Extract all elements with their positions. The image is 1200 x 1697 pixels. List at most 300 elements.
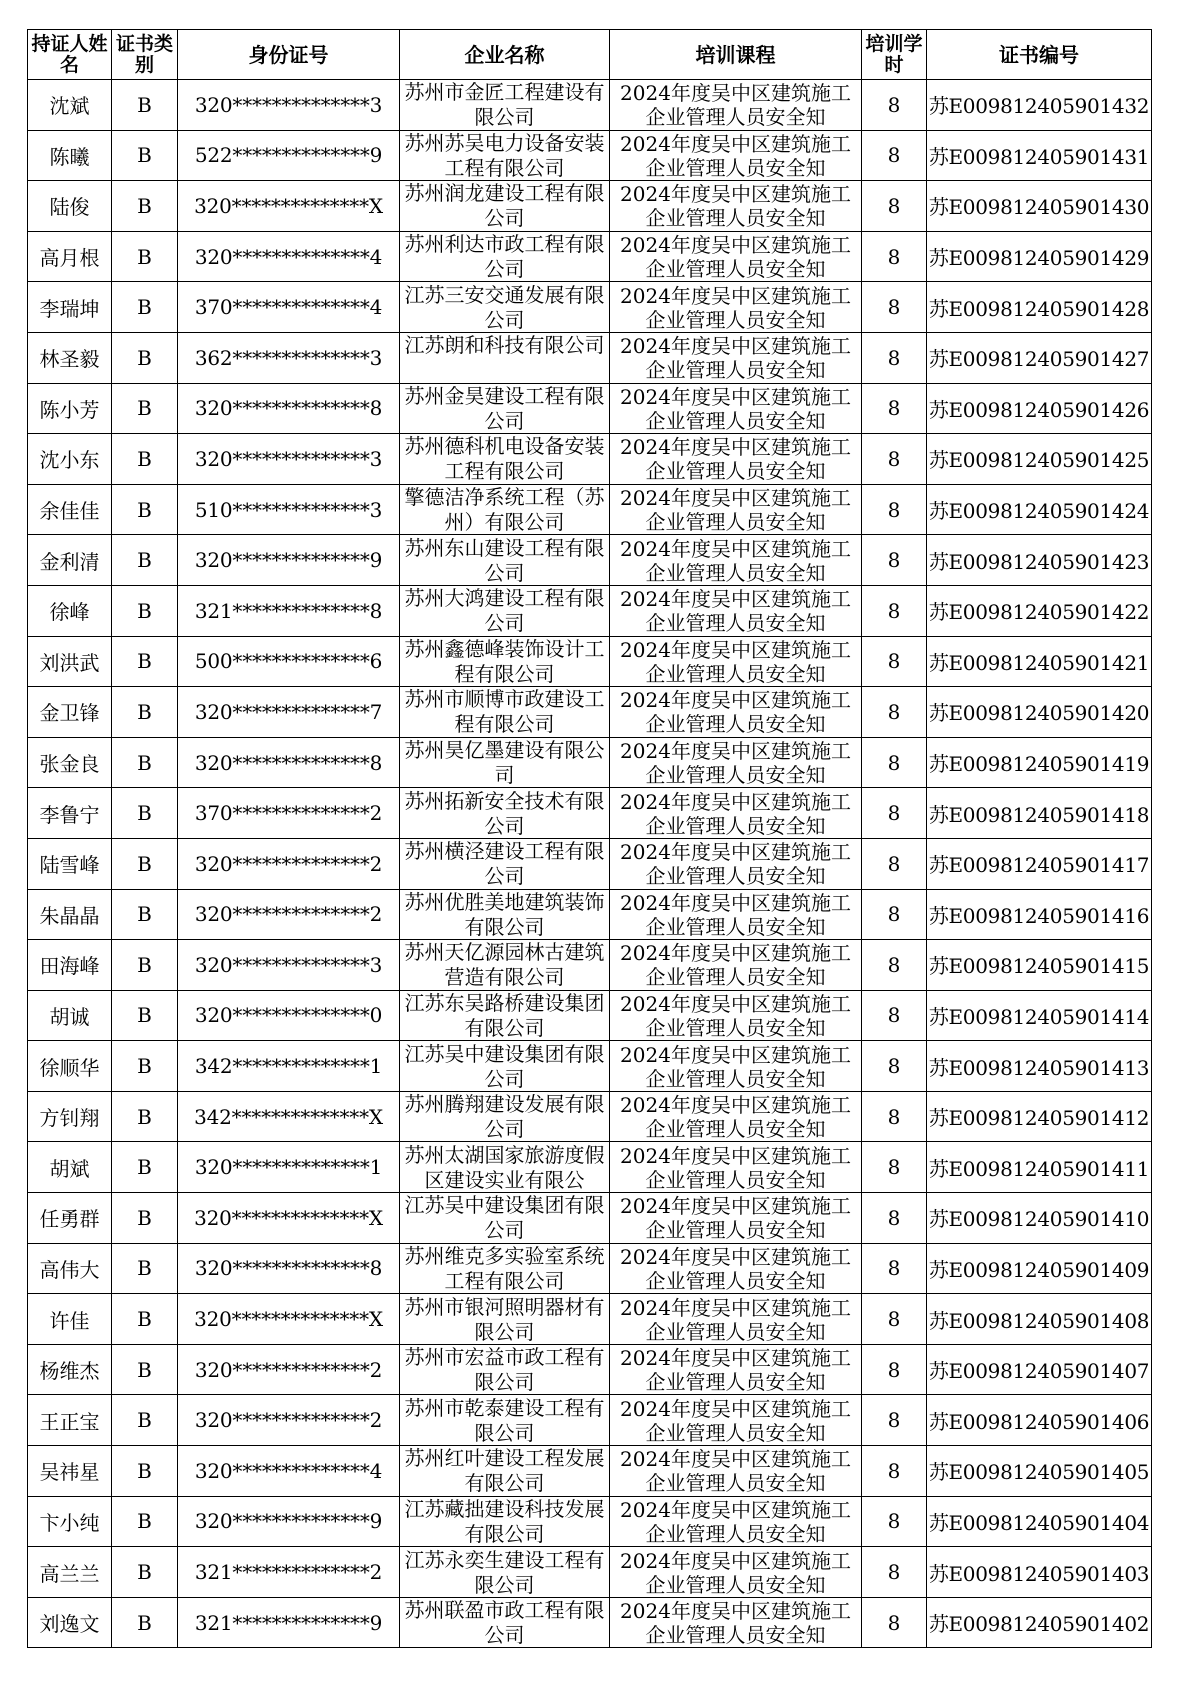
cert-number xyxy=(927,1041,1152,1092)
company-text: 江苏吴中建设集团有限公司 xyxy=(404,1041,605,1091)
cert-type xyxy=(112,1496,178,1547)
id-number-text: 320**************X xyxy=(194,1307,383,1332)
id-number xyxy=(178,1395,400,1446)
cert-type xyxy=(112,737,178,788)
table-row xyxy=(28,383,1152,434)
training-hours xyxy=(862,383,927,434)
hours-text: 8 xyxy=(887,143,901,168)
training-course xyxy=(610,1496,862,1547)
id-number-text: 320**************7 xyxy=(194,699,383,724)
table-row xyxy=(28,130,1152,181)
name-text: 金利清 xyxy=(39,549,100,574)
course-text: 2024年度吴中区建筑施工企业管理人员安全知 xyxy=(620,131,851,180)
id-number-text: 320**************9 xyxy=(194,548,383,573)
table-row xyxy=(28,282,1152,333)
hours-text: 8 xyxy=(887,902,901,927)
training-hours xyxy=(862,1142,927,1193)
cert-number-text: 苏E009812405901413 xyxy=(928,1055,1150,1080)
holder-name xyxy=(28,585,112,636)
cert-number-text: 苏E009812405901412 xyxy=(928,1106,1150,1131)
cert-number-text: 苏E009812405901430 xyxy=(928,195,1150,220)
cert-type-text: B xyxy=(137,497,152,522)
table-row xyxy=(28,1041,1152,1092)
cert-number xyxy=(927,1547,1152,1598)
cert-type-text: B xyxy=(137,396,152,421)
id-number-text: 522**************9 xyxy=(194,143,383,168)
cert-type-text: B xyxy=(137,92,152,117)
table-row xyxy=(28,1344,1152,1395)
training-course xyxy=(610,231,862,282)
name-text: 陆雪峰 xyxy=(39,853,100,878)
cert-number-text: 苏E009812405901432 xyxy=(928,94,1150,119)
certificate-table xyxy=(27,29,1152,1648)
cert-type xyxy=(112,585,178,636)
training-course xyxy=(610,535,862,586)
cert-number xyxy=(927,1496,1152,1547)
table-row xyxy=(28,1243,1152,1294)
id-number-text: 320**************3 xyxy=(194,446,383,471)
table-row xyxy=(28,687,1152,738)
cert-type xyxy=(112,1395,178,1446)
cert-type xyxy=(112,1547,178,1598)
company-name xyxy=(400,1395,610,1446)
cert-type-text: B xyxy=(137,446,152,471)
cert-number xyxy=(927,434,1152,485)
training-hours xyxy=(862,484,927,535)
cert-type xyxy=(112,838,178,889)
name-text: 杨维杰 xyxy=(39,1359,100,1384)
hours-text: 8 xyxy=(887,92,901,117)
company-text: 苏州拓新安全技术有限公司 xyxy=(404,788,605,838)
cert-type xyxy=(112,687,178,738)
name-text: 高月根 xyxy=(39,246,100,271)
training-hours xyxy=(862,889,927,940)
name-text: 沈小东 xyxy=(39,448,100,473)
company-name xyxy=(400,332,610,383)
hours-text: 8 xyxy=(887,1357,901,1382)
id-number xyxy=(178,1446,400,1497)
name-text: 徐峰 xyxy=(49,600,90,625)
header-course: 培训课程 xyxy=(610,30,862,80)
hours-text: 8 xyxy=(887,1458,901,1483)
id-number xyxy=(178,282,400,333)
id-number xyxy=(178,1091,400,1142)
training-hours xyxy=(862,1294,927,1345)
id-number-text: 320**************8 xyxy=(194,396,383,421)
cert-type-text: B xyxy=(137,902,152,927)
holder-name xyxy=(28,80,112,131)
cert-number-text: 苏E009812405901425 xyxy=(928,448,1150,473)
holder-name xyxy=(28,1142,112,1193)
name-text: 沈斌 xyxy=(49,94,90,119)
name-text: 金卫锋 xyxy=(39,701,100,726)
id-number-text: 370**************4 xyxy=(194,295,383,320)
table-row xyxy=(28,1294,1152,1345)
training-course xyxy=(610,1446,862,1497)
course-text: 2024年度吴中区建筑施工企业管理人员安全知 xyxy=(620,384,851,433)
table-row xyxy=(28,1496,1152,1547)
id-number xyxy=(178,788,400,839)
cert-number xyxy=(927,181,1152,232)
holder-name xyxy=(28,484,112,535)
cert-number-text: 苏E009812405901426 xyxy=(928,397,1150,422)
name-text: 李瑞坤 xyxy=(39,296,100,321)
cert-number-text: 苏E009812405901406 xyxy=(928,1409,1150,1434)
training-course xyxy=(610,636,862,687)
hours-text: 8 xyxy=(887,295,901,320)
id-number-text: 321**************9 xyxy=(194,1610,383,1635)
id-number xyxy=(178,838,400,889)
training-course xyxy=(610,1091,862,1142)
cert-type xyxy=(112,282,178,333)
course-text: 2024年度吴中区建筑施工企业管理人员安全知 xyxy=(620,1244,851,1293)
hours-text: 8 xyxy=(887,497,901,522)
training-course xyxy=(610,990,862,1041)
cert-number-text: 苏E009812405901409 xyxy=(928,1257,1150,1282)
holder-name xyxy=(28,1243,112,1294)
training-course xyxy=(610,1243,862,1294)
course-text: 2024年度吴中区建筑施工企业管理人员安全知 xyxy=(620,991,851,1040)
cert-type-text: B xyxy=(137,649,152,674)
hours-text: 8 xyxy=(887,598,901,623)
cert-number xyxy=(927,838,1152,889)
id-number-text: 321**************8 xyxy=(194,598,383,623)
company-name xyxy=(400,1193,610,1244)
training-hours xyxy=(862,940,927,991)
cert-number-text: 苏E009812405901421 xyxy=(928,650,1150,675)
cert-number xyxy=(927,990,1152,1041)
id-number-text: 320**************1 xyxy=(194,1155,383,1180)
company-name xyxy=(400,636,610,687)
id-number-text: 320**************0 xyxy=(194,1003,383,1028)
holder-name xyxy=(28,940,112,991)
table-row xyxy=(28,80,1152,131)
id-number xyxy=(178,231,400,282)
holder-name xyxy=(28,838,112,889)
name-text: 陈小芳 xyxy=(39,397,100,422)
cert-number-text: 苏E009812405901410 xyxy=(928,1207,1150,1232)
company-text: 苏州润龙建设工程有限公司 xyxy=(404,181,605,231)
holder-name xyxy=(28,1344,112,1395)
company-name xyxy=(400,484,610,535)
name-text: 徐顺华 xyxy=(39,1055,100,1080)
id-number-text: 320**************X xyxy=(194,193,383,218)
company-text: 苏州维克多实验室系统工程有限公司 xyxy=(404,1243,605,1293)
training-course xyxy=(610,687,862,738)
training-course xyxy=(610,1597,862,1648)
company-text: 江苏藏拙建设科技发展有限公司 xyxy=(404,1496,605,1546)
cert-number xyxy=(927,585,1152,636)
table-row xyxy=(28,788,1152,839)
id-number xyxy=(178,1597,400,1648)
id-number xyxy=(178,585,400,636)
hours-text: 8 xyxy=(887,244,901,269)
training-hours xyxy=(862,332,927,383)
cert-number xyxy=(927,282,1152,333)
id-number-text: 370**************2 xyxy=(194,801,383,826)
holder-name xyxy=(28,383,112,434)
company-name xyxy=(400,1142,610,1193)
id-number xyxy=(178,1496,400,1547)
cert-type xyxy=(112,181,178,232)
cert-type xyxy=(112,990,178,1041)
training-course xyxy=(610,1395,862,1446)
training-hours xyxy=(862,434,927,485)
name-text: 卞小纯 xyxy=(39,1510,100,1535)
table-row xyxy=(28,484,1152,535)
cert-number-text: 苏E009812405901419 xyxy=(928,752,1150,777)
name-text: 吴祎星 xyxy=(39,1460,100,1485)
cert-number-text: 苏E009812405901403 xyxy=(928,1561,1150,1586)
course-text: 2024年度吴中区建筑施工企业管理人员安全知 xyxy=(620,840,851,889)
cert-type-text: B xyxy=(137,1256,152,1281)
hours-text: 8 xyxy=(887,750,901,775)
hours-text: 8 xyxy=(887,851,901,876)
id-number xyxy=(178,940,400,991)
holder-name xyxy=(28,1496,112,1547)
cert-type-text: B xyxy=(137,699,152,724)
name-text: 林圣毅 xyxy=(39,347,100,372)
hours-text: 8 xyxy=(887,1610,901,1635)
company-text: 苏州天亿源园林古建筑营造有限公司 xyxy=(404,940,605,990)
course-text: 2024年度吴中区建筑施工企业管理人员安全知 xyxy=(620,739,851,788)
id-number xyxy=(178,130,400,181)
table-row xyxy=(28,181,1152,232)
company-text: 苏州红叶建设工程发展有限公司 xyxy=(404,1446,605,1496)
header-cert-type: 证书类别 xyxy=(112,30,178,80)
company-name xyxy=(400,1446,610,1497)
training-hours xyxy=(862,1395,927,1446)
company-text: 江苏吴中建设集团有限公司 xyxy=(404,1193,605,1243)
course-text: 2024年度吴中区建筑施工企业管理人员安全知 xyxy=(620,1396,851,1445)
hours-text: 8 xyxy=(887,1054,901,1079)
cert-number-text: 苏E009812405901414 xyxy=(928,1004,1150,1029)
id-number xyxy=(178,181,400,232)
company-text: 苏州德科机电设备安装工程有限公司 xyxy=(404,434,605,484)
company-name xyxy=(400,1547,610,1598)
hours-text: 8 xyxy=(887,193,901,218)
header-hours: 培训学时 xyxy=(862,30,927,80)
table-row xyxy=(28,838,1152,889)
table-row xyxy=(28,737,1152,788)
id-number xyxy=(178,636,400,687)
name-text: 陆俊 xyxy=(49,195,90,220)
cert-number xyxy=(927,231,1152,282)
cert-type-text: B xyxy=(137,952,152,977)
name-text: 方钊翔 xyxy=(39,1106,100,1131)
id-number-text: 320**************9 xyxy=(194,1509,383,1534)
header-cert-number: 证书编号 xyxy=(927,30,1152,80)
cert-type xyxy=(112,1142,178,1193)
cert-number xyxy=(927,1395,1152,1446)
id-number xyxy=(178,1294,400,1345)
course-text: 2024年度吴中区建筑施工企业管理人员安全知 xyxy=(620,1599,851,1648)
id-number-text: 320**************2 xyxy=(194,1357,383,1382)
holder-name xyxy=(28,889,112,940)
course-text: 2024年度吴中区建筑施工企业管理人员安全知 xyxy=(620,1093,851,1142)
id-number-text: 320**************3 xyxy=(194,92,383,117)
header-id-number: 身份证号 xyxy=(178,30,400,80)
cert-type-text: B xyxy=(137,851,152,876)
course-text: 2024年度吴中区建筑施工企业管理人员安全知 xyxy=(620,283,851,332)
company-text: 苏州金昊建设工程有限公司 xyxy=(404,383,605,433)
holder-name xyxy=(28,130,112,181)
course-text: 2024年度吴中区建筑施工企业管理人员安全知 xyxy=(620,688,851,737)
company-text: 苏州优胜美地建筑装饰有限公司 xyxy=(404,889,605,939)
cert-number-text: 苏E009812405901420 xyxy=(928,701,1150,726)
cert-type xyxy=(112,80,178,131)
holder-name xyxy=(28,1041,112,1092)
hours-text: 8 xyxy=(887,1560,901,1585)
table-row xyxy=(28,1597,1152,1648)
id-number-text: 320**************2 xyxy=(194,851,383,876)
cert-type-text: B xyxy=(137,1509,152,1534)
cert-type xyxy=(112,535,178,586)
course-text: 2024年度吴中区建筑施工企业管理人员安全知 xyxy=(620,789,851,838)
cert-number xyxy=(927,1091,1152,1142)
cert-number xyxy=(927,1446,1152,1497)
cert-type-text: B xyxy=(137,1104,152,1129)
table-row xyxy=(28,332,1152,383)
course-text: 2024年度吴中区建筑施工企业管理人员安全知 xyxy=(620,587,851,636)
company-name xyxy=(400,1041,610,1092)
cert-number-text: 苏E009812405901423 xyxy=(928,549,1150,574)
company-name xyxy=(400,80,610,131)
holder-name xyxy=(28,231,112,282)
cert-number-text: 苏E009812405901405 xyxy=(928,1460,1150,1485)
company-name xyxy=(400,231,610,282)
hours-text: 8 xyxy=(887,1408,901,1433)
name-text: 刘逸文 xyxy=(39,1612,100,1637)
id-number xyxy=(178,535,400,586)
cert-number xyxy=(927,130,1152,181)
id-number-text: 510**************3 xyxy=(194,497,383,522)
course-text: 2024年度吴中区建筑施工企业管理人员安全知 xyxy=(620,1497,851,1546)
training-course xyxy=(610,332,862,383)
hours-text: 8 xyxy=(887,1205,901,1230)
course-text: 2024年度吴中区建筑施工企业管理人员安全知 xyxy=(620,1346,851,1395)
cert-number xyxy=(927,1193,1152,1244)
cert-type xyxy=(112,130,178,181)
cert-number xyxy=(927,788,1152,839)
training-hours xyxy=(862,585,927,636)
hours-text: 8 xyxy=(887,1307,901,1332)
training-hours xyxy=(862,788,927,839)
training-course xyxy=(610,1294,862,1345)
holder-name xyxy=(28,181,112,232)
table-row xyxy=(28,1193,1152,1244)
company-name xyxy=(400,1243,610,1294)
company-text: 苏州市金匠工程建设有限公司 xyxy=(404,80,605,130)
cert-type xyxy=(112,1344,178,1395)
company-name xyxy=(400,889,610,940)
training-hours xyxy=(862,1597,927,1648)
cert-number-text: 苏E009812405901418 xyxy=(928,802,1150,827)
company-name xyxy=(400,282,610,333)
company-text: 江苏三安交通发展有限公司 xyxy=(404,282,605,332)
course-text: 2024年度吴中区建筑施工企业管理人员安全知 xyxy=(620,941,851,990)
id-number xyxy=(178,990,400,1041)
training-hours xyxy=(862,1496,927,1547)
id-number-text: 320**************X xyxy=(194,1205,383,1230)
hours-text: 8 xyxy=(887,649,901,674)
name-text: 陈曦 xyxy=(49,144,90,169)
cert-type-text: B xyxy=(137,1610,152,1635)
table-header xyxy=(28,30,1152,80)
name-text: 许佳 xyxy=(49,1308,90,1333)
holder-name xyxy=(28,1294,112,1345)
cert-type xyxy=(112,434,178,485)
company-name xyxy=(400,434,610,485)
cert-type-text: B xyxy=(137,244,152,269)
id-number xyxy=(178,1193,400,1244)
cert-type xyxy=(112,1243,178,1294)
company-text: 擎德洁净系统工程（苏州）有限公司 xyxy=(404,485,605,535)
id-number xyxy=(178,889,400,940)
training-hours xyxy=(862,282,927,333)
table-row xyxy=(28,231,1152,282)
company-text: 苏州腾翔建设发展有限公司 xyxy=(404,1092,605,1142)
company-name xyxy=(400,130,610,181)
id-number xyxy=(178,1041,400,1092)
id-number xyxy=(178,80,400,131)
company-text: 苏州昊亿墨建设有限公司 xyxy=(404,738,605,788)
course-text: 2024年度吴中区建筑施工企业管理人员安全知 xyxy=(620,1143,851,1192)
training-course xyxy=(610,1547,862,1598)
name-text: 高兰兰 xyxy=(39,1561,100,1586)
cert-number xyxy=(927,940,1152,991)
holder-name xyxy=(28,636,112,687)
course-text: 2024年度吴中区建筑施工企业管理人员安全知 xyxy=(620,334,851,383)
id-number-text: 321**************2 xyxy=(194,1560,383,1585)
name-text: 胡诚 xyxy=(49,1004,90,1029)
company-name xyxy=(400,687,610,738)
course-text: 2024年度吴中区建筑施工企业管理人员安全知 xyxy=(620,536,851,585)
header-company: 企业名称 xyxy=(400,30,610,80)
name-text: 李鲁宁 xyxy=(39,802,100,827)
cert-type xyxy=(112,788,178,839)
cert-type xyxy=(112,1091,178,1142)
training-hours xyxy=(862,1446,927,1497)
cert-type-text: B xyxy=(137,345,152,370)
cert-type-text: B xyxy=(137,295,152,320)
cert-number xyxy=(927,889,1152,940)
name-text: 田海峰 xyxy=(39,954,100,979)
cert-number-text: 苏E009812405901402 xyxy=(928,1612,1150,1637)
cert-number xyxy=(927,1597,1152,1648)
company-name xyxy=(400,1597,610,1648)
cert-type-text: B xyxy=(137,750,152,775)
company-text: 江苏朗和科技有限公司 xyxy=(404,333,605,358)
hours-text: 8 xyxy=(887,1509,901,1534)
hours-text: 8 xyxy=(887,699,901,724)
cert-type-text: B xyxy=(137,143,152,168)
company-text: 苏州横泾建设工程有限公司 xyxy=(404,839,605,889)
cert-type-text: B xyxy=(137,1408,152,1433)
training-course xyxy=(610,1344,862,1395)
company-text: 苏州鑫德峰装饰设计工程有限公司 xyxy=(404,636,605,686)
cert-number-text: 苏E009812405901404 xyxy=(928,1510,1150,1535)
holder-name xyxy=(28,1193,112,1244)
hours-text: 8 xyxy=(887,1256,901,1281)
cert-type xyxy=(112,1294,178,1345)
holder-name xyxy=(28,434,112,485)
training-hours xyxy=(862,80,927,131)
training-hours xyxy=(862,1344,927,1395)
id-number-text: 320**************8 xyxy=(194,750,383,775)
cert-type-text: B xyxy=(137,598,152,623)
training-hours xyxy=(862,1091,927,1142)
